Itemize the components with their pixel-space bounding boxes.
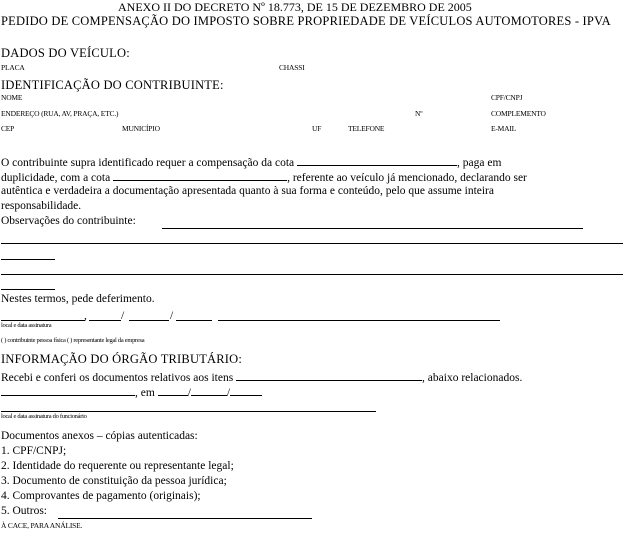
- observacoes-line-5[interactable]: [1, 289, 55, 290]
- section-heading-tax-office: INFORMAÇÃO DO ÓRGÃO TRIBUTÁRIO:: [1, 352, 243, 366]
- footer-cace: À CACE, PARA ANÁLISE.: [1, 521, 83, 530]
- label-telefone: TELEFONE: [348, 124, 385, 133]
- label-placa: PLACA: [1, 63, 25, 72]
- attachment-item: 2. Identidade do requerente ou representante legal;: [1, 460, 234, 472]
- label-complemento: COMPLEMENTO: [491, 109, 546, 118]
- section-heading-vehicle: DADOS DO VEÍCULO:: [1, 46, 130, 60]
- request-line-1: [1, 154, 501, 169]
- label-email: E-MAIL: [491, 124, 517, 133]
- observacoes-line-4[interactable]: [1, 274, 623, 275]
- request-line-3: autêntica e verdadeira a documentação apresentada quanto à sua forma e conteúdo, pelo que assume inteira: [1, 185, 494, 197]
- observacoes-line-1[interactable]: [162, 228, 583, 229]
- em-text: , em: [135, 387, 155, 399]
- deferimento-text: Nestes termos, pede deferimento.: [1, 293, 155, 305]
- attachments-heading: Documentos anexos – cópias autenticadas:: [1, 430, 198, 442]
- observacoes-label: Observações do contribuinte:: [1, 215, 136, 227]
- itens-field[interactable]: [236, 369, 422, 381]
- day-field[interactable]: [89, 320, 121, 321]
- year-funcionario-field[interactable]: [230, 384, 262, 396]
- attachment-item-outros: 5. Outros:: [1, 505, 47, 517]
- tax-office-text-1a: Recebi e conferi os documentos relativos aos itens: [1, 372, 234, 384]
- cota-duplicidade-field[interactable]: [113, 169, 287, 181]
- month-field[interactable]: [129, 320, 169, 321]
- local-funcionario-field[interactable]: [1, 384, 135, 396]
- day-funcionario-field[interactable]: [158, 384, 188, 396]
- label-nome: NOME: [1, 93, 23, 102]
- section-heading-taxpayer: IDENTIFICAÇÃO DO CONTRIBUINTE:: [1, 78, 224, 92]
- comma-1: ,: [84, 310, 87, 322]
- slash-1: /: [121, 310, 125, 322]
- request-text-2b: , referente ao veículo já mencionado, declarando ser: [287, 172, 527, 184]
- label-chassi: CHASSI: [279, 63, 305, 72]
- label-municipio: MUNICÍPIO: [122, 124, 160, 133]
- label-numero: Nº: [415, 109, 423, 118]
- cota-field[interactable]: [297, 154, 457, 166]
- label-cep: CEP: [1, 124, 15, 133]
- attachment-item: 1. CPF/CNPJ;: [1, 445, 67, 457]
- observacoes-line-2[interactable]: [1, 243, 623, 244]
- form-subtitle: [1, 14, 621, 28]
- request-text-1b: , paga em: [457, 157, 502, 169]
- request-text-2a: duplicidade, com a cota: [1, 172, 111, 184]
- request-line-2: [1, 169, 527, 184]
- label-uf: UF: [312, 124, 322, 133]
- attachment-item: 3. Documento de constituição da pessoa jurídica;: [1, 475, 227, 487]
- tax-office-line-1: [1, 369, 522, 384]
- request-line-4: responsabilidade.: [1, 200, 82, 212]
- funcionario-signature-line[interactable]: [1, 411, 376, 412]
- label-cpf-cnpj: CPF/CNPJ: [491, 93, 523, 102]
- month-funcionario-field[interactable]: [191, 384, 227, 396]
- slash-2: /: [170, 310, 174, 322]
- signature-field[interactable]: [218, 320, 500, 321]
- request-text-1a: O contribuinte supra identificado requer a compensação da cota: [1, 157, 295, 169]
- tax-office-line-2: , em / /: [1, 384, 262, 399]
- document-title: ANEXO II DO DECRETO Nº 18.773, DE 15 DE DEZEMBRO DE 2005: [118, 0, 472, 14]
- observacoes-line-3[interactable]: [1, 259, 55, 260]
- form-subtitle-text: PEDIDO DE COMPENSAÇÃO DO IMPOSTO SOBRE PROPRIEDADE DE VEÍCULOS AUTOMOTORES - IPVA: [1, 14, 611, 28]
- tax-office-text-1b: , abaixo relacionados.: [422, 372, 523, 384]
- tipo-contribuinte[interactable]: ( ) contribuinte pessoa física ( ) representante legal da empresa: [1, 337, 145, 344]
- local-data-caption: local e data assinatura: [1, 322, 52, 329]
- outros-field[interactable]: [58, 518, 312, 519]
- label-endereco: ENDEREÇO (RUA, AV, PRAÇA, ETC.): [1, 109, 119, 118]
- attachment-item: 4. Comprovantes de pagamento (originais);: [1, 490, 201, 502]
- year-field[interactable]: [176, 320, 212, 321]
- local-field[interactable]: [1, 320, 85, 321]
- funcionario-caption: local e data assinatura do funcionário: [1, 413, 87, 420]
